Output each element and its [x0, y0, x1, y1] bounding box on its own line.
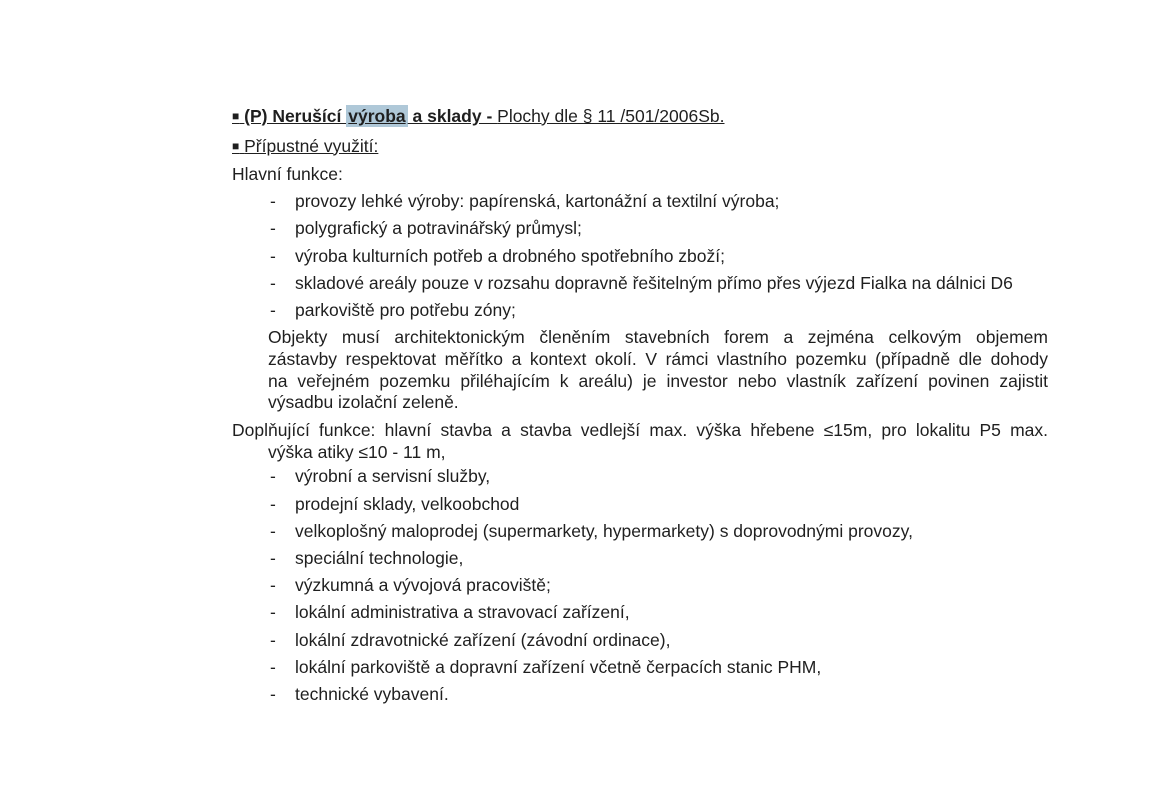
list-item: [232, 218, 1050, 240]
square-bullet-icon: ■: [232, 109, 240, 123]
list-item-text: prodejní sklady, velkoobchod: [295, 493, 520, 514]
document-page: [232, 106, 1050, 711]
square-bullet-icon: ■: [232, 138, 240, 153]
supplementary-functions-paragraph: [232, 420, 1048, 463]
list-item-text: lokální administrativa a stravovací zařízení,: [295, 602, 630, 623]
list-item: [232, 630, 1050, 652]
search-highlight: výroba: [348, 106, 406, 126]
dash-marker: -: [270, 683, 276, 704]
main-functions-label: Hlavní funkce:: [232, 164, 343, 185]
list-item: [232, 657, 1050, 679]
objekty-paragraph: [268, 327, 1048, 414]
list-item: [232, 548, 1050, 570]
paragraph-line: Objekty musí architektonickým členěním stavebních forem a zejména celkovým objemem: [268, 327, 1048, 348]
list-item: [232, 300, 1050, 322]
dash-marker: -: [270, 493, 276, 514]
list-item: [232, 246, 1050, 268]
dash-marker: -: [270, 656, 276, 677]
paragraph-line: na veřejném pozemku přiléhajícím k areálu) je investor nebo vlastník zařízení povinen zajistit: [268, 370, 1048, 391]
list-item-text: polygrafický a potravinářský průmysl;: [295, 218, 582, 239]
list-item: [232, 602, 1050, 624]
list-item-text: lokální parkoviště a dopravní zařízení včetně čerpacích stanic PHM,: [295, 656, 822, 677]
paragraph-line: zástavby respektovat měřítko a kontext okolí. V rámci vlastního pozemku (případně dle dohody: [268, 348, 1048, 369]
list-item: [232, 575, 1050, 597]
list-item-text: speciální technologie,: [295, 547, 464, 568]
supplementary-intro-line-2: výška atiky ≤10 - 11 m,: [268, 441, 446, 462]
list-item-text: výrobní a servisní služby,: [295, 466, 491, 487]
dash-marker: -: [270, 547, 276, 568]
dash-marker: -: [270, 272, 276, 293]
main-functions-list: [232, 191, 1050, 322]
list-item: [232, 521, 1050, 543]
list-item: [232, 273, 1050, 295]
paragraph-line: výsadbu izolační zeleně.: [268, 392, 459, 413]
list-item-text: výzkumná a vývojová pracoviště;: [295, 575, 551, 596]
list-item-text: skladové areály pouze v rozsahu dopravně řešitelným přímo přes výjezd Fialka na dálnici D6: [295, 272, 1013, 293]
dash-marker: -: [270, 629, 276, 650]
heading-bold-text-2: a sklady -: [407, 106, 498, 126]
list-item-text: provozy lehké výroby: papírenská, kartonážní a textilní výroba;: [295, 191, 780, 212]
section-heading: [232, 106, 1050, 128]
list-item-text: technické vybavení.: [295, 683, 449, 704]
dash-marker: -: [270, 191, 276, 212]
heading-bold-text-1: (P) Nerušící: [244, 106, 347, 126]
dash-marker: -: [270, 520, 276, 541]
supplementary-functions-list: [232, 466, 1050, 705]
list-item-text: velkoplošný maloprodej (supermarkety, hypermarkety) s doprovodnými provozy,: [295, 520, 913, 541]
list-item: [232, 494, 1050, 516]
dash-marker: -: [270, 299, 276, 320]
dash-marker: -: [270, 466, 276, 487]
list-item-text: parkoviště pro potřebu zóny;: [295, 299, 516, 320]
supplementary-intro-line-1: Doplňující funkce: hlavní stavba a stavba vedlejší max. výška hřebene ≤15m, pro lokalitu P5 max.: [232, 419, 1048, 440]
subsection-heading-label: Přípustné využití:: [244, 135, 379, 156]
list-item-text: výroba kulturních potřeb a drobného spotřebního zboží;: [295, 245, 725, 266]
dash-marker: -: [270, 218, 276, 239]
list-item: [232, 191, 1050, 213]
subsection-heading: [232, 136, 1050, 158]
list-item-text: lokální zdravotnické zařízení (závodní ordinace),: [295, 629, 671, 650]
heading-regular-text: Plochy dle § 11 /501/2006Sb.: [497, 106, 725, 126]
dash-marker: -: [270, 575, 276, 596]
dash-marker: -: [270, 245, 276, 266]
dash-marker: -: [270, 602, 276, 623]
list-item: [232, 466, 1050, 488]
list-item: [232, 684, 1050, 706]
